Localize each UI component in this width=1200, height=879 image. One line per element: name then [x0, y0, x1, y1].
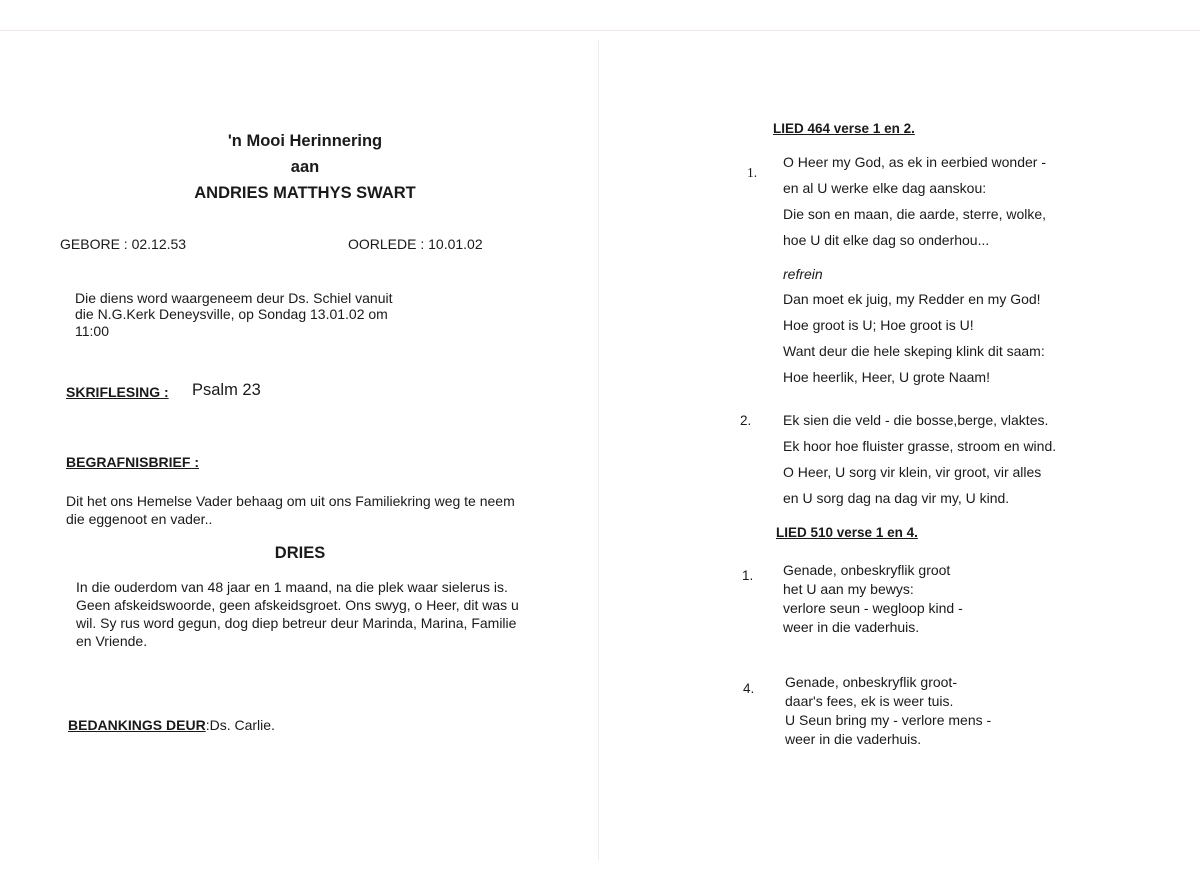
lied-510-verse-1-number: 1.	[742, 568, 754, 583]
title-line-2: aan	[290, 158, 320, 176]
lied-464-v1-line-2: en al U werke elke dag aanskou:	[783, 180, 987, 196]
lied-510-heading: LIED 510 verse 1 en 4.	[776, 525, 918, 540]
skriflesing-label: SKRIFLESING :	[66, 384, 169, 400]
lied-510-v1-line-1: Genade, onbeskryflik groot	[783, 562, 951, 578]
tribute-line-4: en Vriende.	[76, 633, 148, 649]
tribute-line-2: Geen afskeidswoorde, geen afskeidsgroet. Ons swyg, o Heer, dit was u	[76, 597, 519, 613]
lied-510-v4-line-3: U Seun bring my - verlore mens -	[785, 712, 992, 728]
refrein-line-1: Dan moet ek juig, my Redder en my God!	[783, 291, 1041, 307]
scan-edge-line	[0, 30, 1200, 31]
lied-464-verse-1-number: 1.	[747, 165, 758, 180]
lied-510-v4-line-2: daar's fees, ek is weer tuis.	[785, 693, 954, 709]
deceased-name: ANDRIES MATTHYS SWART	[194, 184, 416, 202]
lied-510-v4-line-4: weer in die vaderhuis.	[785, 731, 922, 747]
lied-464-v2-line-1: Ek sien die veld - die bosse,berge, vlaktes.	[783, 412, 1049, 428]
lied-464-v1-line-4: hoe U dit elke dag so onderhou...	[783, 232, 990, 248]
lied-464-v2-line-4: en U sorg dag na dag vir my, U kind.	[783, 490, 1010, 506]
lied-464-v2-line-2: Ek hoor hoe fluister grasse, stroom en wind.	[783, 438, 1057, 454]
lied-464-v2-line-3: O Heer, U sorg vir klein, vir groot, vir alles	[783, 464, 1042, 480]
death-date: OORLEDE : 10.01.02	[348, 236, 483, 252]
refrein-label: refrein	[783, 266, 823, 282]
tribute-line-3: wil. Sy rus word gegun, dog diep betreur deur Marinda, Marina, Familie	[76, 615, 517, 631]
lied-464-heading: LIED 464 verse 1 en 2.	[773, 121, 915, 136]
lied-510-v1-line-3: verlore seun - wegloop kind -	[783, 600, 963, 616]
tribute-line-1: In die ouderdom van 48 jaar en 1 maand, na die plek waar sielerus is.	[76, 579, 508, 595]
bedankings-label: BEDANKINGS DEUR	[68, 717, 206, 733]
skriflesing-value: Psalm 23	[192, 381, 261, 399]
birth-date: GEBORE : 02.12.53	[60, 236, 187, 252]
lied-510-v1-line-2: het U aan my bewys:	[783, 581, 914, 597]
refrein-line-4: Hoe heerlik, Heer, U grote Naam!	[783, 369, 990, 385]
lied-464-verse-2-number: 2.	[740, 413, 752, 428]
nickname: DRIES	[274, 544, 326, 562]
lied-510-v1-line-4: weer in die vaderhuis.	[783, 619, 920, 635]
refrein-line-2: Hoe groot is U; Hoe groot is U!	[783, 317, 974, 333]
lied-510-verse-4-number: 4.	[743, 681, 755, 696]
bedankings-value: :Ds. Carlie.	[205, 717, 275, 733]
lied-464-v1-line-1: O Heer my God, as ek in eerbied wonder -	[783, 154, 1047, 170]
begrafnisbrief-line-1: Dit het ons Hemelse Vader behaag om uit ons Familiekring weg te neem	[66, 493, 515, 509]
page-fold	[598, 40, 599, 860]
service-line-2: die N.G.Kerk Deneysville, op Sondag 13.01.02 om	[75, 306, 388, 322]
begrafnisbrief-label: BEGRAFNISBRIEF :	[66, 454, 199, 470]
lied-464-v1-line-3: Die son en maan, die aarde, sterre, wolke,	[783, 206, 1047, 222]
lied-510-v4-line-1: Genade, onbeskryflik groot-	[785, 674, 957, 690]
service-line-3: 11:00	[75, 323, 109, 339]
bedankings	[68, 717, 275, 733]
title-line-1: 'n Mooi Herinnering	[227, 132, 383, 150]
service-line-1: Die diens word waargeneem deur Ds. Schiel vanuit	[75, 290, 393, 306]
begrafnisbrief-line-2: die eggenoot en vader..	[66, 511, 213, 527]
refrein-line-3: Want deur die hele skeping klink dit saam:	[783, 343, 1045, 359]
